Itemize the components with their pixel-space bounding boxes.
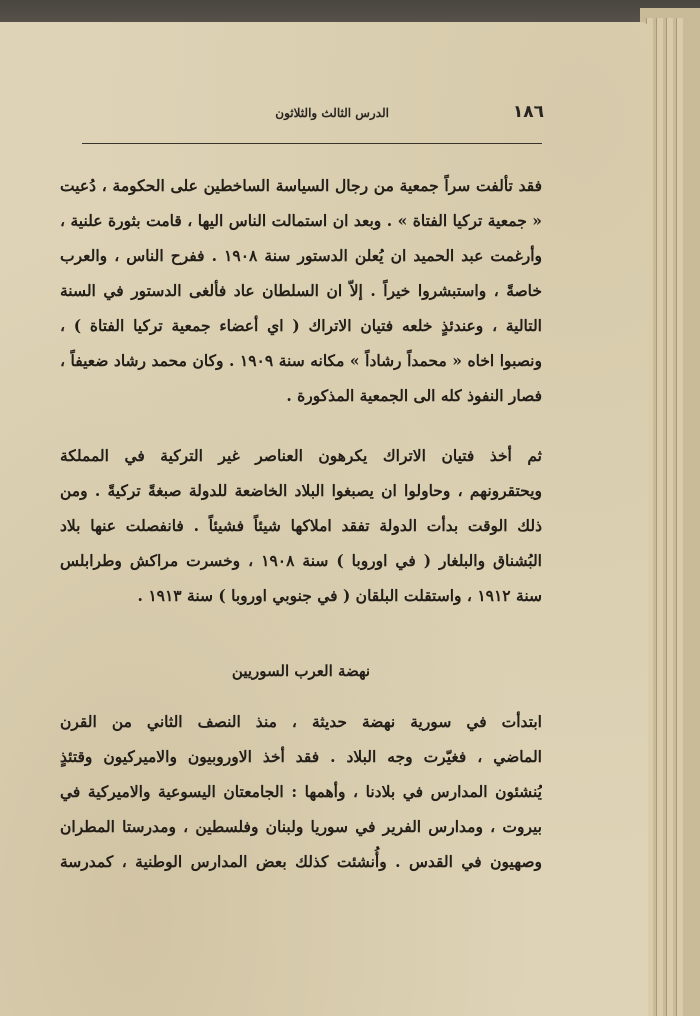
text-line: بيروت ، ومدارس الفرير في سوريا ولبنان وفلسطين ، ومدرستا المطران <box>60 817 542 836</box>
section-heading: نهضة العرب السوريين <box>231 662 371 680</box>
text-line: ابتدأت في سورية نهضة حديثة ، منذ النصف الثاني من القرن <box>60 712 542 731</box>
text-line: سنة ١٩١٢ ، واستقلت البلقان ( في جنوبي اوروبا ) سنة ١٩١٣ . <box>137 586 542 605</box>
text-line: خاصةً ، واستبشروا خيراً . إلاّ ان السلطان عاد فألغى الدستور في السنة <box>60 281 542 300</box>
text-line: فصار النفوذ كله الى الجمعية المذكورة . <box>286 386 542 405</box>
page-edge <box>656 18 663 1016</box>
page-edge <box>676 18 683 1016</box>
text-line: فقد تألفت سراً جمعية من رجال السياسة الساخطين على الحكومة ، دُعيت <box>60 176 542 195</box>
page-number: ١٨٦ <box>512 102 544 122</box>
text-line: ونصبوا اخاه « محمداً رشاداً » مكانه سنة ١٩٠٩ . وكان محمد رشاد ضعيفاً ، <box>60 351 542 370</box>
page-header <box>84 102 544 126</box>
text-line: ويحتقرونهم ، وحاولوا ان يصبغوا البلاد الخاضعة للدولة صبغةً تركيةً . ومن <box>60 481 542 500</box>
page-stack-edges <box>640 8 700 1016</box>
text-line: الماضي ، فغيّرت وجه البلاد . فقد أخذ الاوروبيون والاميركيون وقتئذٍ <box>60 747 542 766</box>
text-line: وأرغمت عبد الحميد ان يُعلن الدستور سنة ١٩٠٨ . ففرح الناس ، والعرب <box>60 246 542 265</box>
text-line: التالية ، وعندئذٍ خلعه فتيان الاتراك ( اي أعضاء جمعية تركيا الفتاة ) ، <box>60 316 542 335</box>
text-line: يُنشئون المدارس في بلادنا ، وأهمها : الجامعتان اليسوعية والاميركية في <box>60 782 542 801</box>
text-line: البُشناق والبلغار ( في اوروبا ) سنة ١٩٠٨ ، وخسرت مراكش وطرابلس <box>60 551 542 570</box>
paragraph-1 <box>60 168 542 413</box>
text-line: وصهيون في القدس . وأُنشئت كذلك بعض المدارس الوطنية ، كمدرسة <box>60 852 542 871</box>
text-line: ذلك الوقت بدأت الدولة تفقد املاكها شيئاً فشيئاً . فانفصلت عنها بلاد <box>60 516 542 535</box>
header-rule <box>82 143 542 144</box>
paragraph-2 <box>60 438 542 613</box>
text-line: « جمعية تركيا الفتاة » . وبعد ان استمالت الناس اليها ، قامت بثورة علنية ، <box>60 211 542 230</box>
paragraph-3 <box>60 704 542 879</box>
text-line: ثم أخذ فتيان الاتراك يكرهون العناصر غير التركية في المملكة <box>60 446 542 465</box>
running-title: الدرس الثالث والثلاثون <box>275 106 389 120</box>
page-edge <box>666 18 673 1016</box>
book-page <box>0 22 648 1016</box>
